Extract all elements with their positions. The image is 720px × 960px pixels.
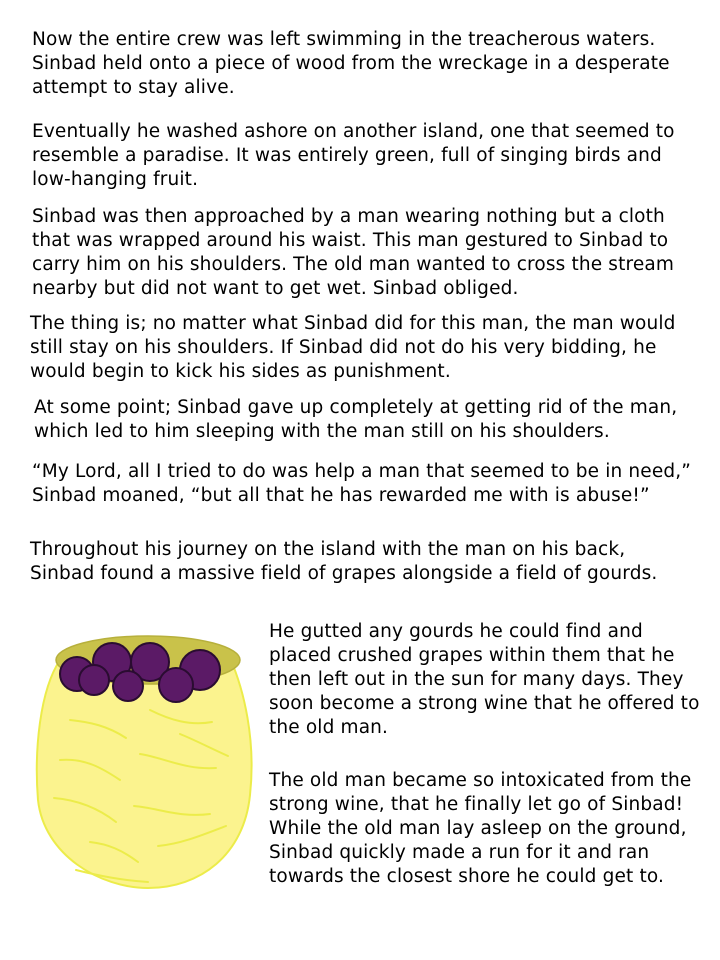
story-paragraph-7: Throughout his journey on the island with the man on his back, Sinbad found a massive field of grapes alongside a field of gourds. (30, 539, 658, 584)
gourd-with-grapes-illustration (30, 630, 258, 892)
gourd-with-grapes-icon (30, 630, 258, 892)
story-paragraph-5: At some point; Sinbad gave up completely at getting rid of the man, which led to him sleeping with the man still on his shoulders. (34, 397, 678, 442)
story-paragraph-1: Now the entire crew was left swimming in the treacherous waters. Sinbad held onto a piece of wood from the wreckage in a desperate attempt to stay alive. (32, 29, 670, 98)
grape (79, 665, 109, 695)
story-paragraph-9: The old man became so intoxicated from the strong wine, that he finally let go of Sinbad! While the old man lay asleep on the ground, Sinbad quickly made a run for it and ran towards the closest shore he could get to. (269, 770, 692, 887)
story-paragraph-4: The thing is; no matter what Sinbad did for this man, the man would still stay on his shoulders. If Sinbad did not do his very bidding, he would begin to kick his sides as punishment. (30, 313, 676, 382)
grape (159, 668, 193, 702)
story-paragraph-2: Eventually he washed ashore on another island, one that seemed to resemble a paradise. It was entirely green, full of singing birds and low-hanging fruit. (32, 121, 675, 190)
story-paragraph-8: He gutted any gourds he could find and placed crushed grapes within them that he then left out in the sun for many days. They soon become a strong wine that he offered to the old man. (269, 621, 700, 738)
story-paragraph-3: Sinbad was then approached by a man wearing nothing but a cloth that was wrapped around his waist. This man gestured to Sinbad to carry him on his shoulders. The old man wanted to cross the stream nearby but did not want to get wet. Sinbad obliged. (32, 206, 675, 299)
story-paragraph-6-quote: “My Lord, all I tried to do was help a man that seemed to be in need,” Sinbad moaned, “but all that he has rewarded me with is abuse!” (32, 461, 692, 506)
grape (113, 671, 143, 701)
